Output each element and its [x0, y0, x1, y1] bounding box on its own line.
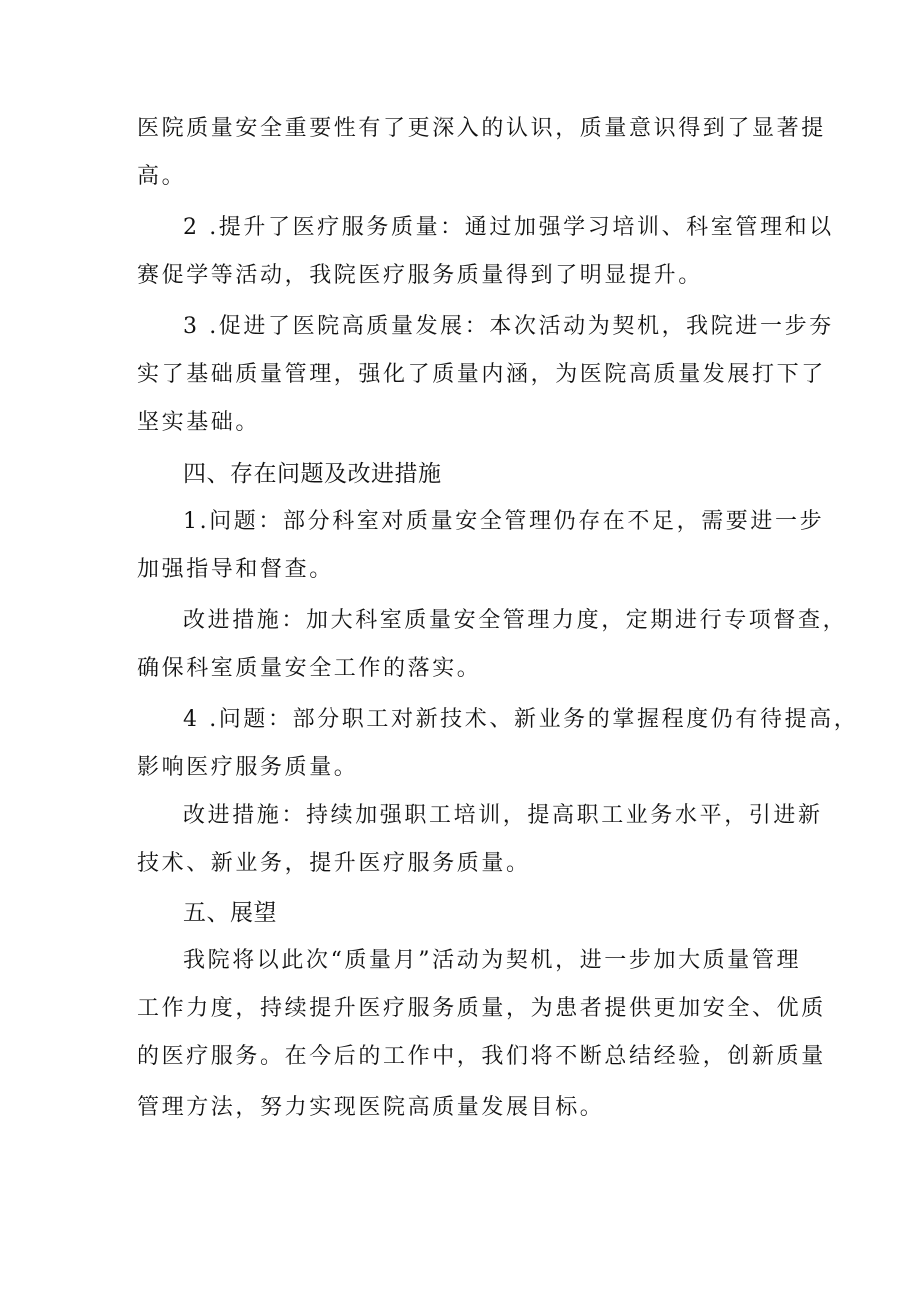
outlook-line: 工作力度，持续提升医疗服务质量，为患者提供更加安全、优质 — [137, 996, 826, 1021]
problem-1-line: 加强指导和督查。 — [137, 557, 334, 582]
outlook-line: 我院将以此次“质量月”活动为契机，进一步加大质量管理 — [183, 948, 802, 973]
outlook-line: 管理方法，努力实现医院高质量发展目标。 — [137, 1095, 605, 1120]
item-3-line: 实了基础质量管理，强化了质量内涵，为医院高质量发展打下了 — [137, 362, 826, 387]
problem-1-line: 1.问题：部分科室对质量安全管理仍存在不足，需要进一步 — [183, 509, 825, 534]
item-3-line: 3 .促进了医院高质量发展：本次活动为契机，我院进一步夯 — [183, 314, 834, 339]
item-2-line: 赛促学等活动，我院医疗服务质量得到了明显提升。 — [137, 263, 703, 288]
measure-1-line: 改进措施：加大科室质量安全管理力度，定期进行专项督查， — [183, 608, 848, 633]
problem-2-line: 4 .问题：部分职工对新技术、新业务的掌握程度仍有待提高， — [183, 707, 859, 732]
problem-2-line: 影响医疗服务质量。 — [137, 755, 359, 780]
outlook-line: 的医疗服务。在今后的工作中，我们将不断总结经验，创新质量 — [137, 1044, 826, 1069]
measure-2-line: 技术、新业务，提升医疗服务质量。 — [137, 851, 531, 876]
section-heading-4: 四、存在问题及改进措施 — [183, 461, 442, 487]
paragraph-continuation-line: 高。 — [137, 164, 187, 189]
paragraph-continuation-line: 医院质量安全重要性有了更深入的认识，质量意识得到了显著提 — [137, 116, 826, 141]
measure-2-line: 改进措施：持续加强职工培训，提高职工业务水平，引进新 — [183, 803, 823, 828]
section-heading-5: 五、展望 — [183, 900, 277, 926]
item-3-line: 坚实基础。 — [137, 410, 261, 435]
measure-1-line: 确保科室质量安全工作的落实。 — [137, 656, 482, 681]
item-2-line: 2 .提升了医疗服务质量：通过加强学习培训、科室管理和以 — [183, 215, 834, 240]
